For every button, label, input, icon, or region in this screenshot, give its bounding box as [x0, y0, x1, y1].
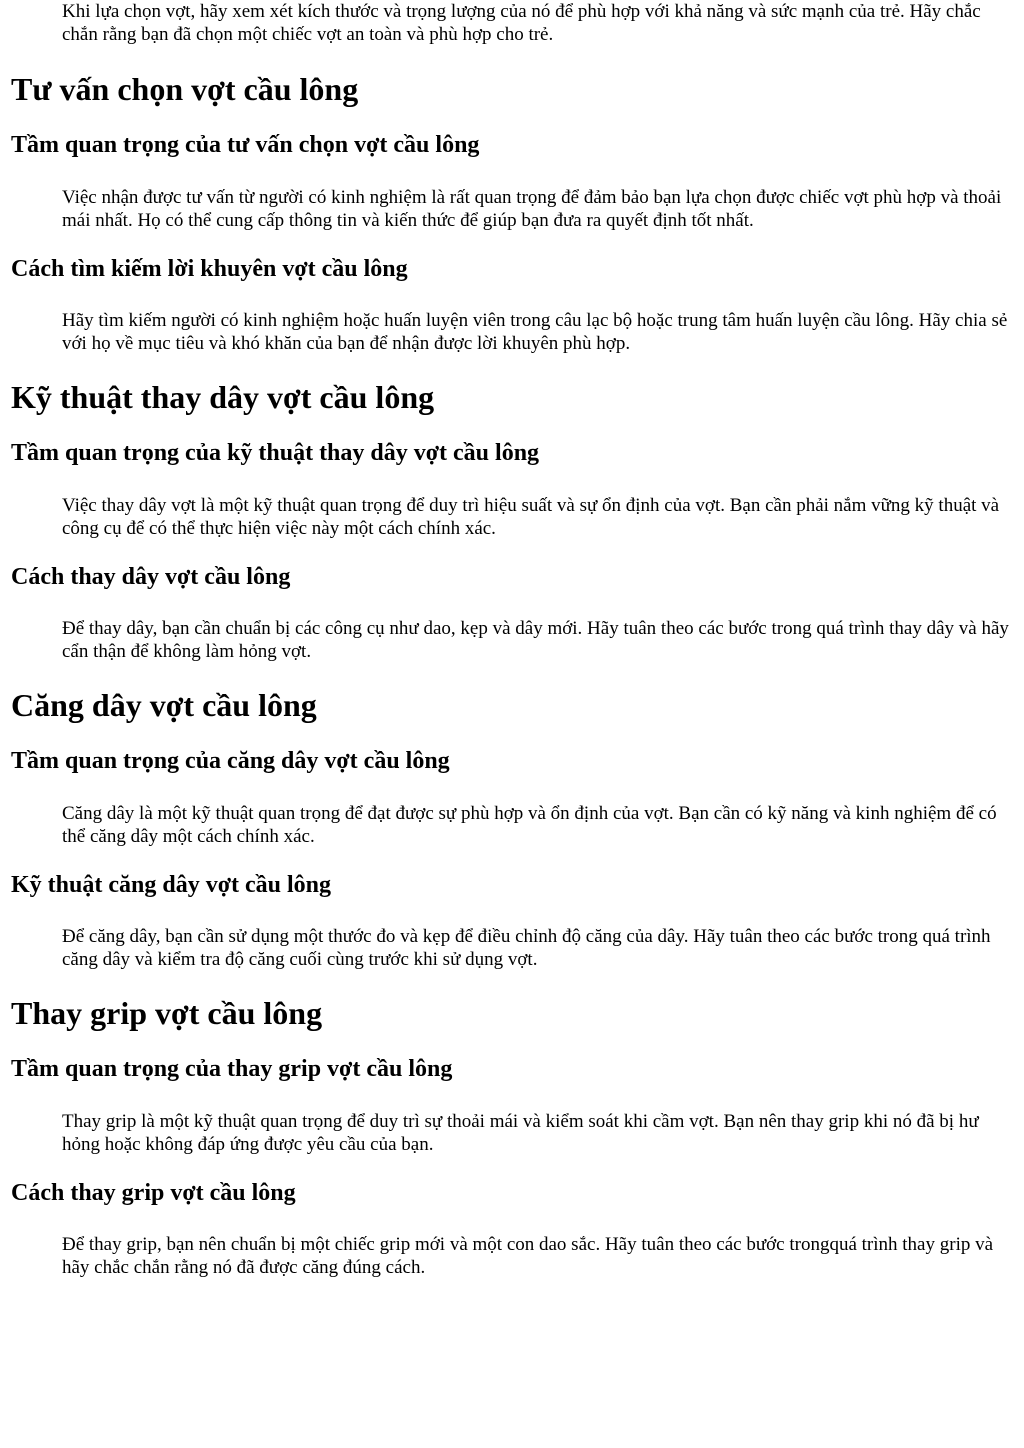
subsection-heading: Kỹ thuật căng dây vợt cầu lông [11, 872, 331, 898]
subsection-heading: Cách thay grip vợt cầu lông [11, 1180, 296, 1206]
subsection-paragraph: Để căng dây, bạn cần sử dụng một thước đo và kẹp để điều chỉnh độ căng của dây. Hãy tuân theo các bước trong quá trình căng dây và kiểm tra độ căng cuối cùng trước khi sử dụng vợt. [62, 926, 991, 970]
subsection-paragraph: Để thay dây, bạn cần chuẩn bị các công cụ như dao, kẹp và dây mới. Hãy tuân theo các bước trong quá trình thay dây và hãy cẩn thận để không làm hỏng vợt. [62, 618, 1009, 662]
subsection-heading: Tầm quan trọng của căng dây vợt cầu lông [11, 748, 450, 774]
subsection-heading: Tầm quan trọng của thay grip vợt cầu lông [11, 1056, 453, 1082]
section-heading: Căng dây vợt cầu lông [11, 687, 317, 723]
subsection-heading: Tầm quan trọng của kỹ thuật thay dây vợt cầu lông [11, 440, 540, 466]
intro-paragraph: Khi lựa chọn vợt, hãy xem xét kích thước và trọng lượng của nó để phù hợp với khả năng và sức mạnh của trẻ. Hãy chắc chắn rằng bạn đã chọn một chiếc vợt an toàn và phù hợp cho trẻ. [62, 1, 981, 45]
section-heading: Tư vấn chọn vợt cầu lông [11, 71, 359, 107]
subsection-paragraph: Việc thay dây vợt là một kỹ thuật quan trọng để duy trì hiệu suất và sự ổn định của vợt. Bạn cần phải nắm vững kỹ thuật và công cụ để có thể thực hiện việc này một cách chính xác. [62, 495, 1000, 539]
subsection-heading: Tầm quan trọng của tư vấn chọn vợt cầu lông [11, 132, 480, 158]
section-heading: Thay grip vợt cầu lông [11, 995, 323, 1031]
section-heading: Kỹ thuật thay dây vợt cầu lông [11, 379, 435, 415]
subsection-paragraph: Việc nhận được tư vấn từ người có kinh nghiệm là rất quan trọng để đảm bảo bạn lựa chọn được chiếc vợt phù hợp và thoải mái nhất. Họ có thể cung cấp thông tin và kiến thức để giúp bạn đưa ra quyết định tốt nhất. [62, 187, 1002, 231]
subsection-heading: Cách tìm kiếm lời khuyên vợt cầu lông [11, 256, 408, 282]
subsection-heading: Cách thay dây vợt cầu lông [11, 564, 291, 590]
subsection-paragraph: Thay grip là một kỹ thuật quan trọng để duy trì sự thoải mái và kiểm soát khi cầm vợt. Bạn nên thay grip khi nó đã bị hư hỏng hoặc không đáp ứng được yêu cầu của bạn. [62, 1111, 979, 1155]
subsection-paragraph: Hãy tìm kiếm người có kinh nghiệm hoặc huấn luyện viên trong câu lạc bộ hoặc trung tâm huấn luyện cầu lông. Hãy chia sẻ với họ về mục tiêu và khó khăn của bạn để nhận được lời khuyên phù hợp. [62, 310, 1008, 354]
subsection-paragraph: Để thay grip, bạn nên chuẩn bị một chiếc grip mới và một con dao sắc. Hãy tuân theo các bước trongquá trình thay grip và hãy chắc chắn rằng nó đã được căng đúng cách. [62, 1234, 994, 1278]
subsection-paragraph: Căng dây là một kỹ thuật quan trọng để đạt được sự phù hợp và ổn định của vợt. Bạn cần có kỹ năng và kinh nghiệm để có thể căng dây một cách chính xác. [62, 803, 997, 847]
